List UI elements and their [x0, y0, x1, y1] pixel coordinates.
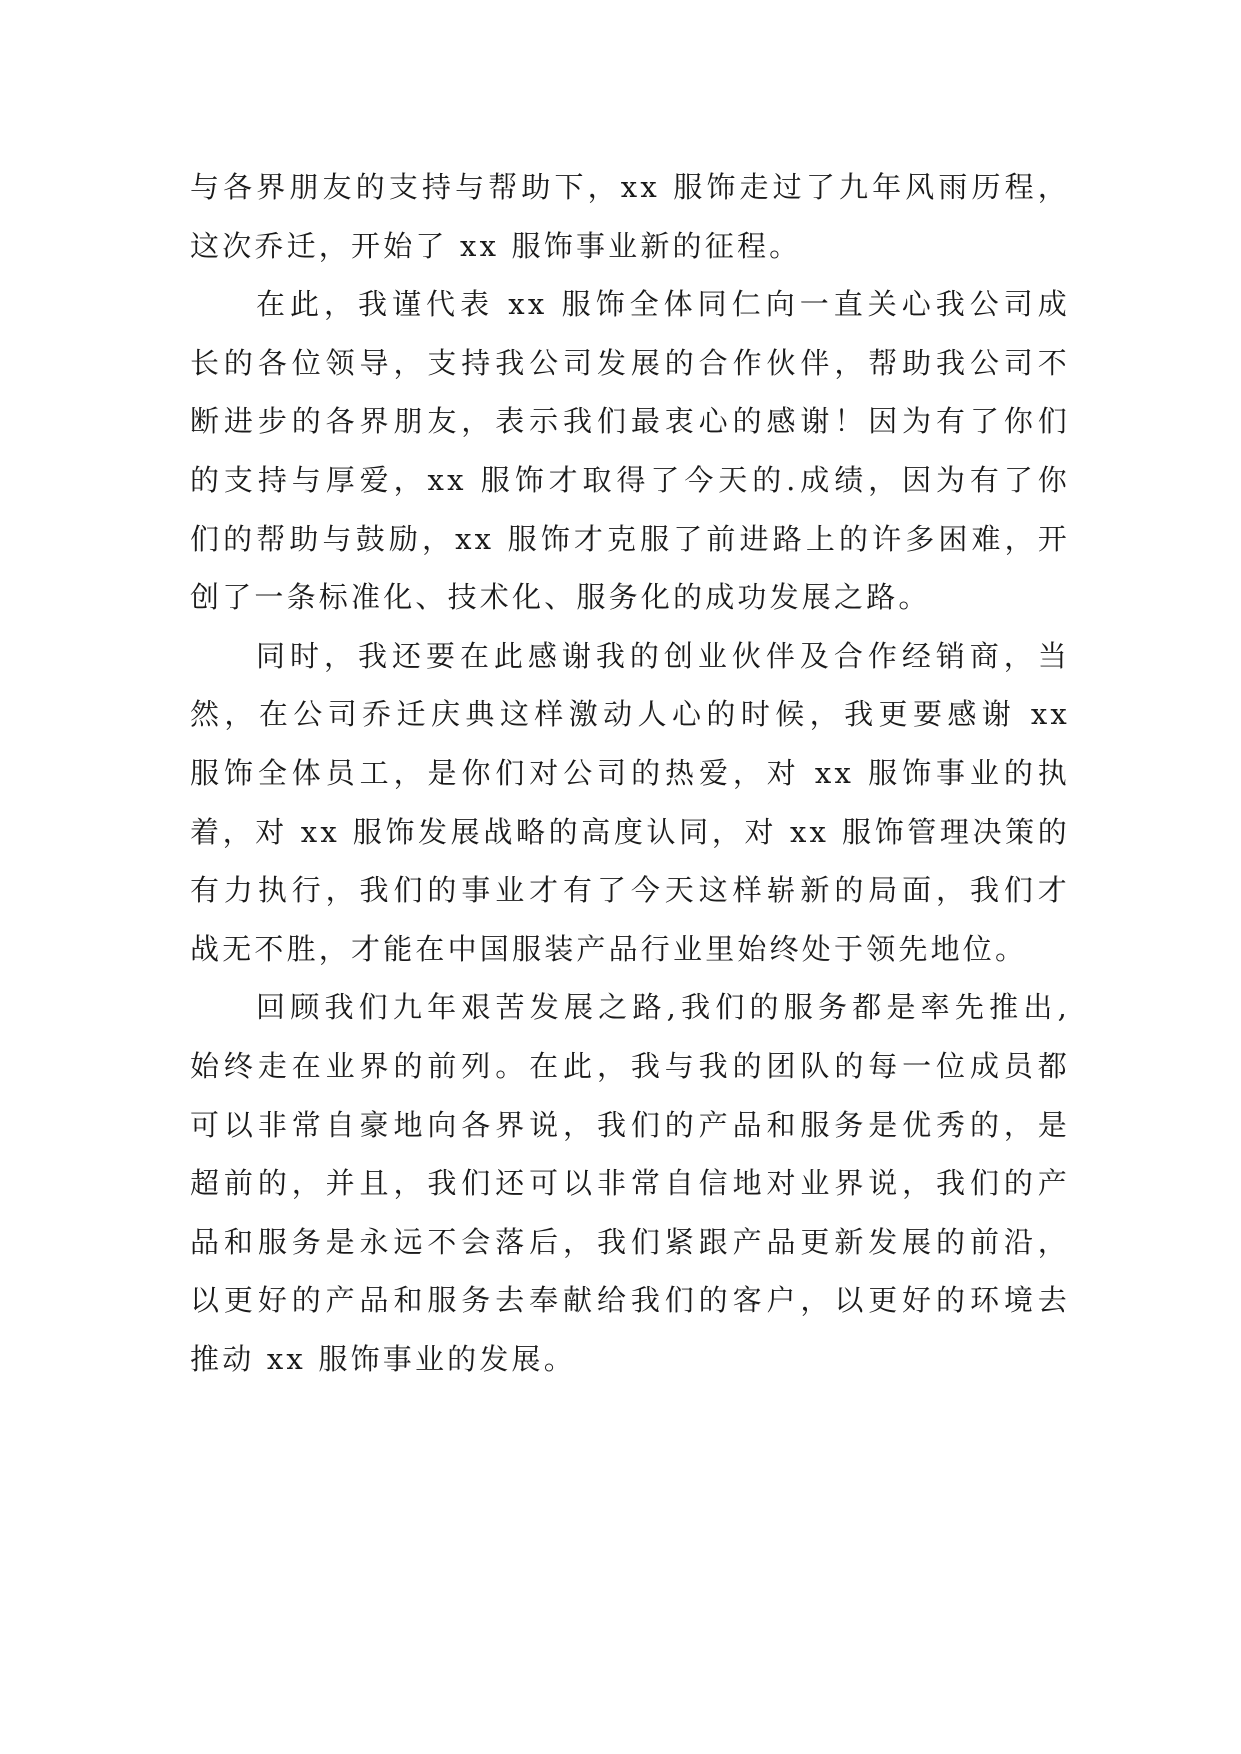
text-line: 推动 xx 服饰事业的发展。 [190, 1341, 576, 1376]
text-line: 以更好的产品和服务去奉献给我们的客户，以更好的环境去 [190, 1283, 1070, 1318]
text-line: 着，对 xx 服饰发展战略的高度认同，对 xx 服饰管理决策的 [190, 814, 1070, 849]
text-line: 可以非常自豪地向各界说，我们的产品和服务是优秀的，是 [190, 1107, 1070, 1142]
text-line: 在此，我谨代表 xx 服饰全体同仁向一直关心我公司成 [256, 287, 1070, 322]
text-line: 的支持与厚爱，xx 服饰才取得了今天的.成绩，因为有了你 [190, 462, 1070, 497]
text-line: 长的各位领导，支持我公司发展的合作伙伴，帮助我公司不 [190, 345, 1070, 380]
text-line: 断进步的各界朋友，表示我们最衷心的感谢！因为有了你们 [190, 404, 1070, 439]
text-line: 有力执行，我们的事业才有了今天这样崭新的局面，我们才 [190, 873, 1070, 908]
text-line: 品和服务是永远不会落后，我们紧跟产品更新发展的前沿， [190, 1224, 1070, 1259]
body-text [190, 158, 1070, 1388]
text-line: 超前的，并且，我们还可以非常自信地对业界说，我们的产 [190, 1166, 1070, 1201]
text-line: 始终走在业界的前列。在此，我与我的团队的每一位成员都 [190, 1048, 1070, 1083]
text-line: 然，在公司乔迁庆典这样激动人心的时候，我更要感谢 xx [190, 697, 1070, 732]
text-line: 服饰全体员工，是你们对公司的热爱，对 xx 服饰事业的执 [190, 755, 1070, 790]
text-line: 同时，我还要在此感谢我的创业伙伴及合作经销商，当 [256, 638, 1070, 673]
text-line: 与各界朋友的支持与帮助下，xx 服饰走过了九年风雨历程， [190, 170, 1070, 204]
text-line: 战无不胜，才能在中国服装产品行业里始终处于领先地位。 [190, 931, 1028, 966]
text-line: 回顾我们九年艰苦发展之路,我们的服务都是率先推出, [256, 990, 1070, 1025]
text-line: 创了一条标准化、技术化、服务化的成功发展之路。 [190, 580, 931, 615]
text-line: 们的帮助与鼓励，xx 服饰才克服了前进路上的许多困难，开 [190, 521, 1070, 556]
text-line: 这次乔迁，开始了 xx 服饰事业新的征程。 [190, 228, 802, 263]
